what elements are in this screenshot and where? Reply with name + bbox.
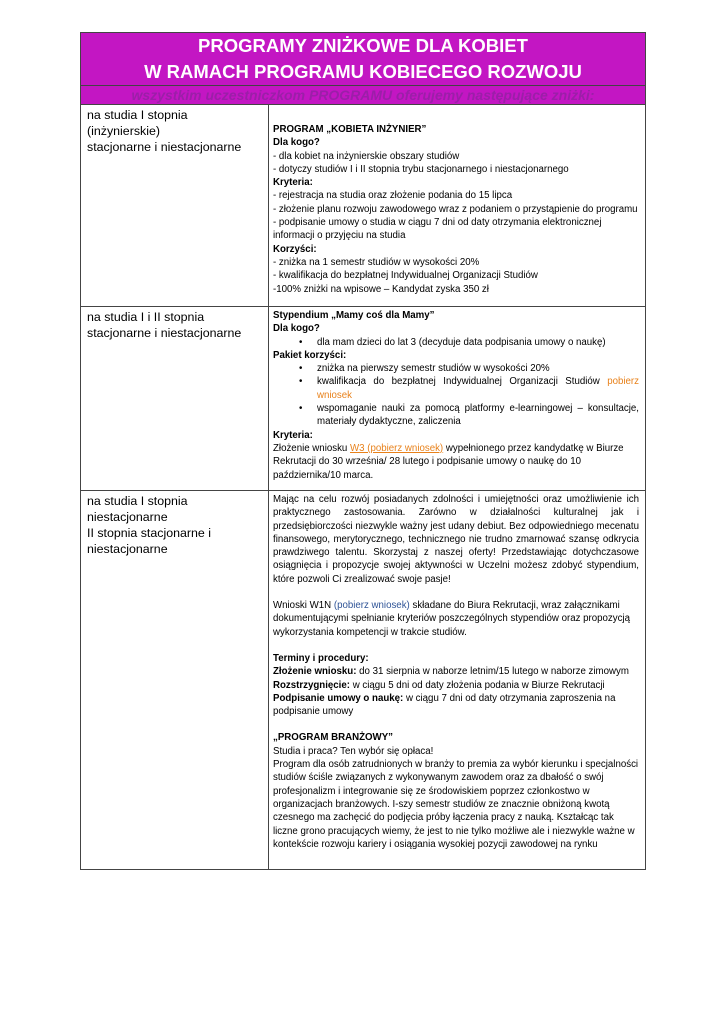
who-list	[273, 336, 639, 349]
who-line: - dla kobiet na inżynierskie obszary studiów	[273, 150, 460, 162]
resolution-line	[273, 679, 639, 692]
benefits-line: -100% zniżki na wpisowe – Kandydat zyska 350 zł	[273, 283, 489, 295]
row-scholarships	[81, 491, 645, 869]
who-heading: Dla kogo?	[273, 137, 320, 149]
bullet-icon: •	[299, 363, 303, 375]
study-level-line: na studia I stopnia	[87, 108, 188, 122]
list-item-text: wspomaganie nauki za pomocą platformy e-learningowej – konsultacje, materiały dydaktyczne, zaliczenia	[317, 403, 639, 428]
resolution-label: Rozstrzygnięcie:	[273, 679, 350, 691]
list-item	[299, 375, 639, 402]
study-level-line: niestacjonarne	[87, 542, 168, 556]
signing-label: Podpisanie umowy o naukę:	[273, 692, 404, 704]
list-item	[299, 362, 639, 375]
study-level-line: na studia I stopnia	[87, 494, 188, 508]
bullet-icon: •	[299, 403, 303, 415]
signing-text: w ciągu 7 dni od daty otrzymania zaproszenia na podpisanie umowy	[273, 692, 616, 718]
who-heading: Dla kogo?	[273, 323, 320, 335]
w3-application-link[interactable]: W3 (pobierz wniosek)	[350, 442, 444, 454]
bullet-icon: •	[299, 376, 303, 388]
submission-label: Złożenie wniosku:	[273, 666, 357, 678]
criteria-text	[273, 442, 639, 482]
program-description-cell	[269, 105, 645, 306]
criteria-heading: Kryteria:	[273, 177, 313, 189]
submission-line	[273, 665, 639, 678]
benefits-line: - zniżka na 1 semestr studiów w wysokości 20%	[273, 256, 480, 268]
title-banner	[81, 33, 645, 86]
study-level-line: stacjonarne i niestacjonarne	[87, 140, 242, 154]
list-item-text: zniżka na pierwszy semestr studiów w wysokości 20%	[317, 363, 550, 375]
title-line-1: PROGRAMY ZNIŻKOWE DLA KOBIET	[198, 35, 528, 56]
who-line: - dotyczy studiów I i II stopnia trybu stacjonarnego i niestacjonarnego	[273, 163, 569, 175]
bullet-icon: •	[299, 336, 303, 348]
study-level-line: na studia I i II stopnia	[87, 310, 205, 324]
package-heading: Pakiet korzyści:	[273, 349, 347, 361]
list-item	[299, 402, 639, 429]
wnioski-text	[273, 599, 639, 639]
list-item-text: dla mam dzieci do lat 3 (decyduje data podpisania umowy o naukę)	[317, 336, 606, 348]
program-name: PROGRAM „KOBIETA INŻYNIER”	[273, 124, 427, 135]
wnioski-post: składane do Biura Rekrutacji, wraz załącznikami dokumentującymi spełnianie kryteriów poszczególnych stypendiów oraz propozycją wykorzystania kompetencji w trakcie studiów.	[273, 600, 630, 638]
study-level-cell	[81, 307, 269, 490]
signing-line	[273, 692, 639, 719]
list-item	[299, 336, 639, 349]
branch-text: Program dla osób zatrudnionych w branży to premia za wybór kierunku i specjalności studiów ściśle związanych z wykonywanym zawodem oraz za dbałość o swój profesjonalizm i integrowanie się ze środowiskiem poprzez członkostwo w organizacjach branżowych. I-szy semestr studiów ze znacznie obniżoną kwotą czesnego ma zachęcić do podjęcia próby łączenia pracy z nauką. Kształcąc tak liczne grono pracujących wiemy, że jest to nie tylko możliwe ale i niezwykle ważne w kontekście rozwoju kariery i osiągania wysokiej pozycji zawodowej na rynku	[273, 759, 639, 850]
row-mamy-cos-dla-mamy	[81, 307, 645, 491]
benefits-heading: Korzyści:	[273, 243, 317, 255]
criteria-pre: Złożenie wniosku	[273, 442, 348, 454]
w1n-application-link[interactable]: (pobierz wniosek)	[333, 600, 410, 612]
branch-question: Studia i praca? Ten wybór się opłaca!	[273, 745, 434, 757]
study-level-cell	[81, 491, 269, 869]
study-level-line: stacjonarne i niestacjonarne	[87, 326, 242, 340]
program-name: Stypendium „Mamy coś dla Mamy”	[273, 310, 435, 321]
submission-text: do 31 sierpnia w naborze letnim/15 lutego w naborze zimowym	[359, 666, 629, 678]
study-level-line: II stopnia stacjonarne i	[87, 526, 211, 540]
wnioski-pre: Wnioski W1N	[273, 600, 332, 612]
subtitle-banner: wszystkim uczestniczkom PROGRAMU oferujemy następujące zniżki:	[81, 86, 645, 105]
discount-document	[80, 32, 646, 870]
criteria-heading: Kryteria:	[273, 429, 313, 441]
list-item-text: kwalifikacja do bezpłatnej Indywidualnej Organizacji Studiów	[317, 376, 600, 388]
branch-program-heading: „PROGRAM BRANŻOWY”	[273, 732, 394, 744]
program-description-cell	[269, 491, 645, 869]
package-list	[273, 362, 639, 428]
terms-heading: Terminy i procedury:	[273, 652, 369, 664]
benefits-line: - kwalifikacja do bezpłatnej Indywidualnej Organizacji Studiów	[273, 270, 538, 282]
download-application-link[interactable]: pobierz wniosek	[317, 376, 639, 401]
criteria-line: - złożenie planu rozwoju zawodowego wraz z podaniem o przystąpienie do programu	[273, 203, 638, 215]
criteria-post: wypełnionego przez kandydatkę w Biurze Rekrutacji do 30 września/ 28 lutego i podpisanie umowy o naukę do 10 października/10 marca.	[273, 442, 624, 481]
row-kobieta-inzynier	[81, 105, 645, 307]
resolution-text: w ciągu 5 dni od daty złożenia podania w Biurze Rekrutacji	[352, 679, 605, 691]
study-level-cell	[81, 105, 269, 306]
scholarship-intro: Mając na celu rozwój posiadanych zdolności i umiejętności oraz umożliwienie ich praktycznego zastosowania. Zarówno w działalności kulturalnej jak i przedsiębiorczości niezwykle ważny jest udany debiut. Bez odpowiedniego mecenatu finansowego, merytorycznego, technicznego nie trudno zmarnować szansę odkrycia prawdziwego talentu. Skorzystaj z naszej oferty! Przedstawiając dotychczasowe osiągnięcia i propozycje swojej aktywności w Uczelni możesz zdobyć stypendium, które pozwoli Ci zrealizować swoje pasje!	[273, 494, 639, 585]
title-line-2: W RAMACH PROGRAMU KOBIECEGO ROZWOJU	[144, 61, 582, 82]
study-level-line: niestacjonarne	[87, 510, 168, 524]
study-level-line: (inżynierskie)	[87, 124, 160, 138]
program-description-cell	[269, 307, 645, 490]
criteria-line: - rejestracja na studia oraz złożenie podania do 15 lipca	[273, 190, 513, 202]
criteria-line: - podpisanie umowy o studia w ciągu 7 dni od daty otrzymania elektronicznej informacji o przyjęciu na studia	[273, 217, 602, 242]
